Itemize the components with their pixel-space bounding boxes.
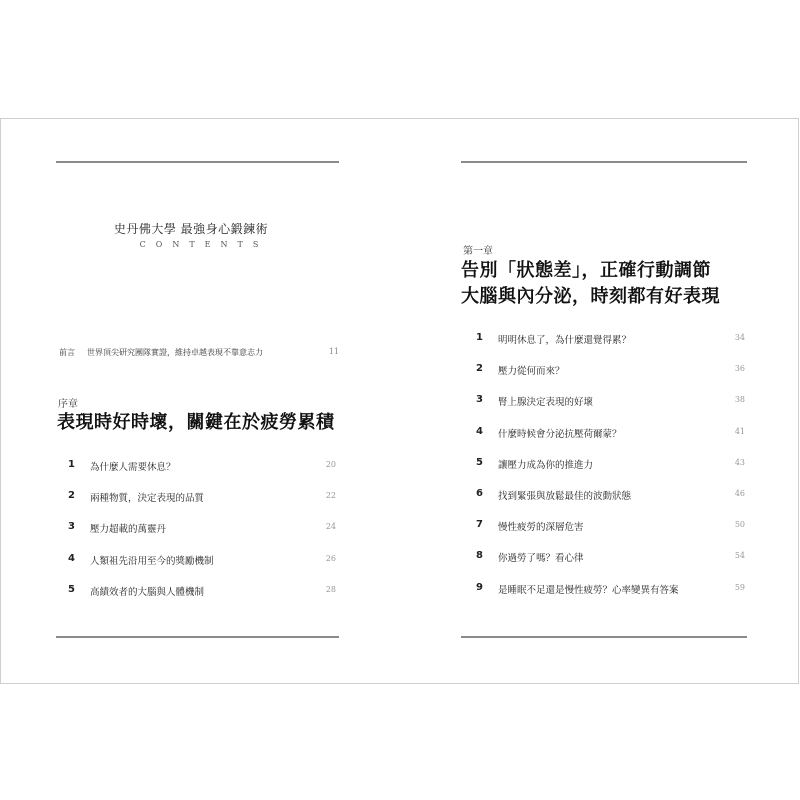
- toc-item-page: 26: [325, 553, 336, 563]
- toc-item-number: 1: [476, 332, 483, 343]
- preface-entry[interactable]: [59, 347, 339, 358]
- toc-item-number: 9: [476, 581, 483, 593]
- toc-item-title: 找到緊張與放鬆最佳的波動狀態: [498, 490, 632, 502]
- preface-title: 世界頂尖研究團隊實證，維持卓越表現不靠意志力: [87, 348, 263, 357]
- toc-item-title: 是睡眠不足還是慢性疲勞？心率變異有答案: [498, 584, 679, 596]
- toc-item-page: 34: [734, 333, 745, 342]
- toc-list: [476, 332, 745, 613]
- toc-item-title: 為什麼人需要休息？: [90, 462, 176, 473]
- toc-item-number: 2: [68, 490, 75, 502]
- toc-item[interactable]: [68, 584, 336, 615]
- toc-item-number: 4: [68, 552, 75, 564]
- toc-item-title: 慢性疲勞的深層危害: [498, 522, 584, 534]
- toc-item-page: 46: [734, 488, 745, 498]
- toc-item-title: 讓壓力成為你的推進力: [498, 459, 594, 471]
- bottom-rule: [461, 636, 747, 638]
- book-spread: [0, 118, 799, 684]
- toc-item-page: 24: [325, 522, 336, 532]
- toc-item-title: 壓力超載的萬靈丹: [90, 524, 167, 536]
- toc-item[interactable]: [476, 363, 745, 394]
- toc-item[interactable]: [476, 550, 745, 581]
- toc-item-title: 兩種物質，決定表現的品質: [90, 493, 205, 505]
- toc-item-page: 43: [734, 457, 745, 467]
- right-page: [401, 119, 800, 683]
- toc-item-page: 41: [734, 426, 745, 436]
- toc-item-title: 高績效者的大腦與人體機制: [90, 586, 205, 598]
- toc-item-title: 明明休息了，為什麼還覺得累？: [498, 335, 632, 346]
- left-page: [1, 119, 401, 683]
- top-rule: [56, 161, 339, 163]
- toc-item[interactable]: [68, 459, 336, 490]
- toc-item[interactable]: [68, 553, 336, 584]
- toc-item-number: 7: [476, 519, 483, 531]
- chapter-tag: 第一章: [463, 246, 493, 257]
- toc-item-page: 22: [325, 491, 336, 501]
- toc-item-number: 3: [476, 394, 483, 406]
- chapter-heading: 表現時好時壞，關鍵在於疲勞累積: [57, 412, 335, 433]
- toc-list: [68, 459, 336, 615]
- toc-item-page: 59: [734, 582, 745, 592]
- toc-item[interactable]: [68, 521, 336, 552]
- toc-item-title: 人類祖先沿用至今的獎勵機制: [90, 555, 214, 567]
- chapter-heading-line-2: 大腦與內分泌，時刻都有好表現: [461, 286, 720, 307]
- toc-item-number: 2: [476, 363, 483, 375]
- preface-label: 前言: [59, 348, 75, 357]
- toc-item[interactable]: [476, 582, 745, 613]
- toc-item-number: 3: [68, 521, 75, 533]
- toc-item[interactable]: [476, 488, 745, 519]
- contents-heading: CONTENTS: [139, 240, 269, 249]
- bottom-rule: [56, 636, 339, 638]
- toc-item-page: 54: [734, 551, 745, 561]
- top-rule: [461, 161, 747, 163]
- book-title: 史丹佛大學 最強身心鍛鍊術: [113, 222, 269, 236]
- toc-item-page: 28: [325, 584, 336, 594]
- preface-page-number: 11: [328, 347, 339, 356]
- toc-item[interactable]: [476, 332, 745, 363]
- toc-item-title: 腎上腺決定表現的好壞: [498, 397, 594, 409]
- toc-item-page: 38: [734, 395, 745, 405]
- chapter-heading-line-1: 告別「狀態差」，正確行動調節: [461, 260, 711, 281]
- toc-item[interactable]: [476, 519, 745, 550]
- toc-item-number: 4: [476, 425, 483, 437]
- toc-item[interactable]: [476, 394, 745, 425]
- toc-item-page: 50: [734, 520, 745, 530]
- toc-item-number: 5: [68, 583, 75, 595]
- toc-item[interactable]: [476, 457, 745, 488]
- toc-item-number: 8: [476, 550, 483, 562]
- toc-item-title: 什麼時候會分泌抗壓荷爾蒙？: [498, 428, 622, 440]
- toc-item-page: 36: [734, 364, 745, 374]
- toc-item-page: 20: [325, 460, 336, 469]
- toc-item-number: 1: [68, 459, 75, 470]
- toc-item[interactable]: [476, 426, 745, 457]
- chapter-tag: 序章: [58, 399, 78, 410]
- toc-item[interactable]: [68, 490, 336, 521]
- toc-item-title: 你過勞了嗎？看心律: [498, 553, 584, 565]
- toc-item-title: 壓力從何而來？: [498, 366, 565, 378]
- toc-item-number: 6: [476, 487, 483, 499]
- toc-item-number: 5: [476, 456, 483, 468]
